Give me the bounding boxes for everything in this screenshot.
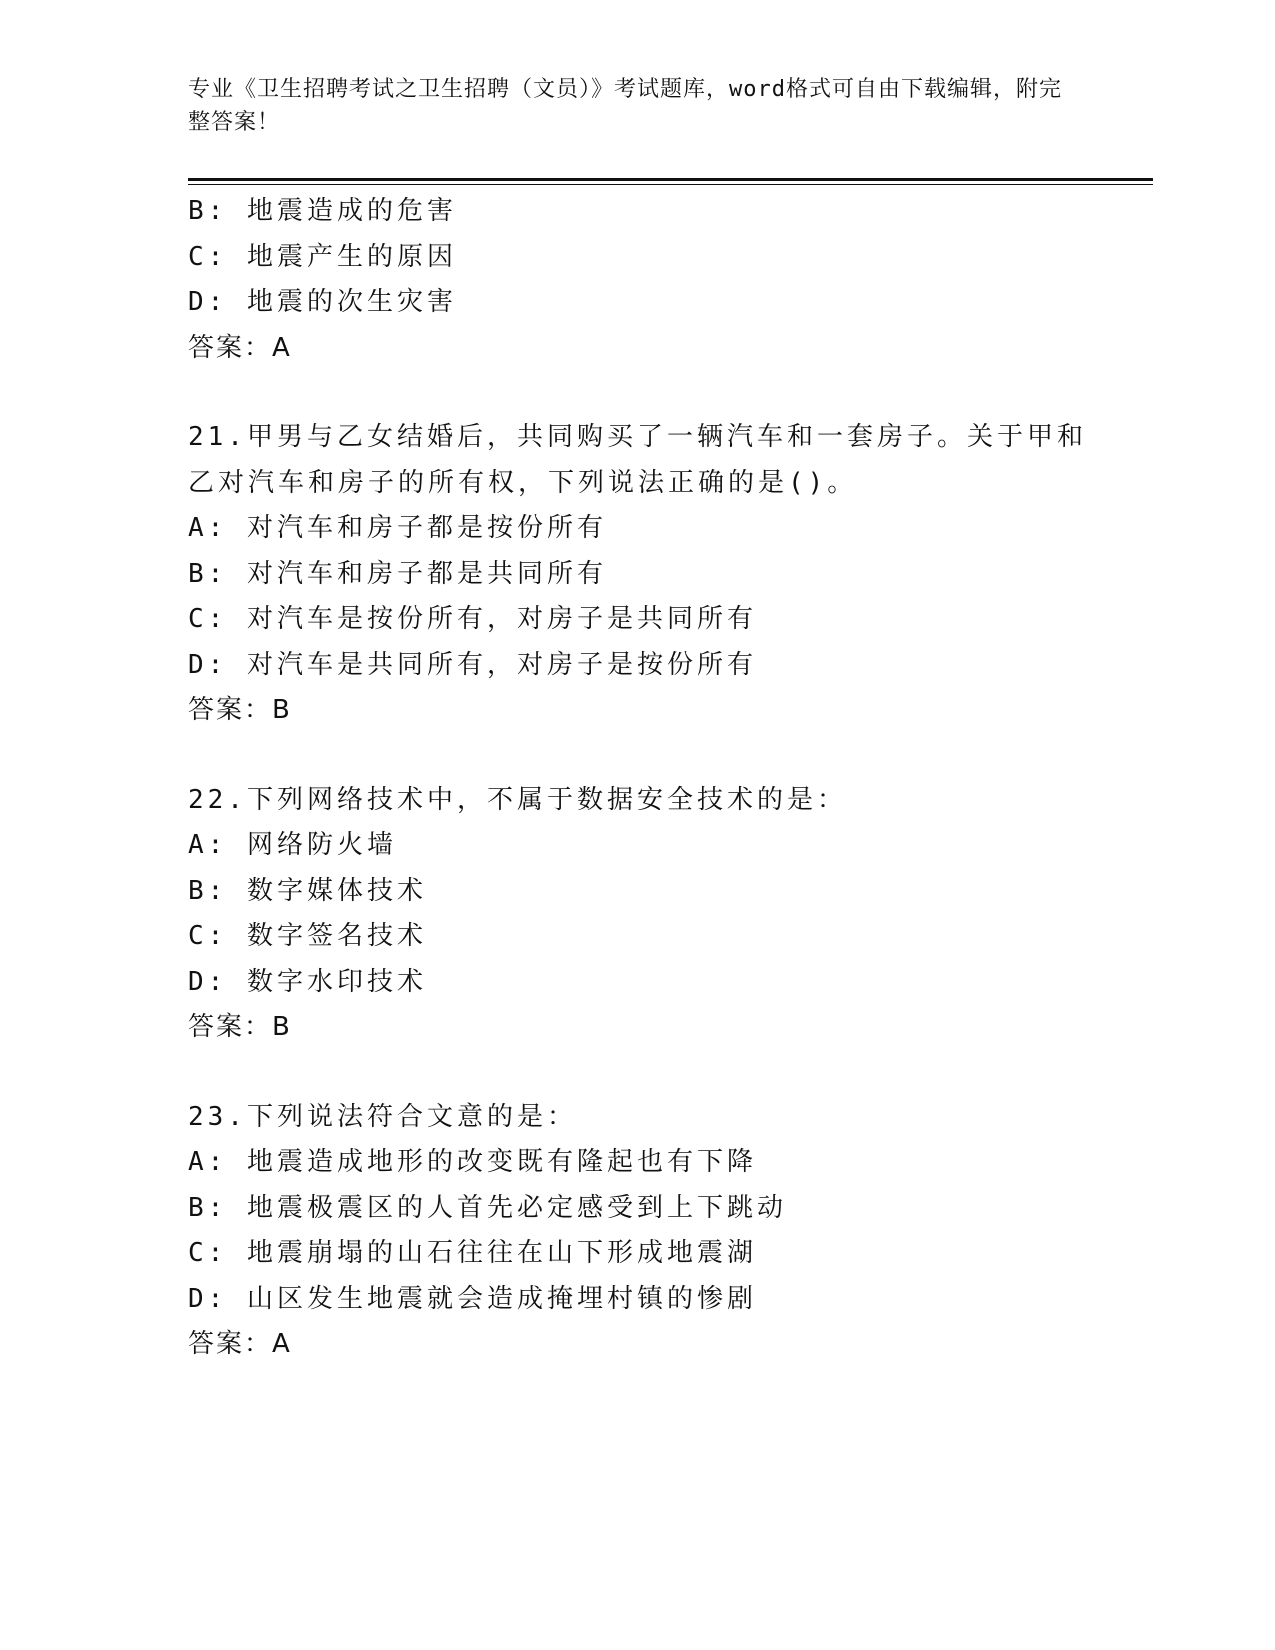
question-continued <box>188 189 1108 371</box>
option-c: C: 地震崩塌的山石往往在山下形成地震湖 <box>188 1238 757 1268</box>
document-header: 专业《卫生招聘考试之卫生招聘（文员）》考试题库，word格式可自由下载编辑，附完整答案！ <box>188 77 1062 135</box>
option-d: D: 地震的次生灾害 <box>188 287 457 317</box>
answer-label: 答案：A <box>188 1329 292 1359</box>
option-a: A: 网络防火墙 <box>188 830 397 860</box>
option-d: D: 山区发生地震就会造成掩埋村镇的惨剧 <box>188 1283 757 1314</box>
option-b: B: 地震造成的危害 <box>188 196 457 226</box>
question-22 <box>188 778 1108 1051</box>
option-c: C: 数字签名技术 <box>188 921 427 951</box>
option-d: D: 对汽车是共同所有，对房子是按份所有 <box>188 649 757 680</box>
question-23 <box>188 1095 1108 1368</box>
option-b: B: 数字媒体技术 <box>188 875 427 906</box>
option-c: C: 地震产生的原因 <box>188 241 457 272</box>
question-21 <box>188 415 1108 734</box>
question-stem: 22.下列网络技术中，不属于数据安全技术的是： <box>188 784 847 815</box>
header-rule-thick <box>188 178 1153 181</box>
option-d: D: 数字水印技术 <box>188 966 427 997</box>
answer-label: 答案：A <box>188 332 292 363</box>
option-a: A: 地震造成地形的改变既有隆起也有下降 <box>188 1147 757 1177</box>
question-stem: 21.甲男与乙女结婚后，共同购买了一辆汽车和一套房子。关于甲和乙对汽车和房子的所有权，下列说法正确的是()。 <box>188 422 1087 498</box>
answer-label: 答案：B <box>188 1012 292 1042</box>
answer-label: 答案：B <box>188 695 292 725</box>
question-stem: 23.下列说法符合文意的是： <box>188 1101 577 1132</box>
question-body <box>188 189 1108 1368</box>
header-rule-thin <box>188 184 1153 185</box>
option-c: C: 对汽车是按份所有，对房子是共同所有 <box>188 604 757 634</box>
option-b: B: 对汽车和房子都是共同所有 <box>188 558 607 589</box>
option-b: B: 地震极震区的人首先必定感受到上下跳动 <box>188 1192 787 1223</box>
option-a: A: 对汽车和房子都是按份所有 <box>188 513 607 543</box>
